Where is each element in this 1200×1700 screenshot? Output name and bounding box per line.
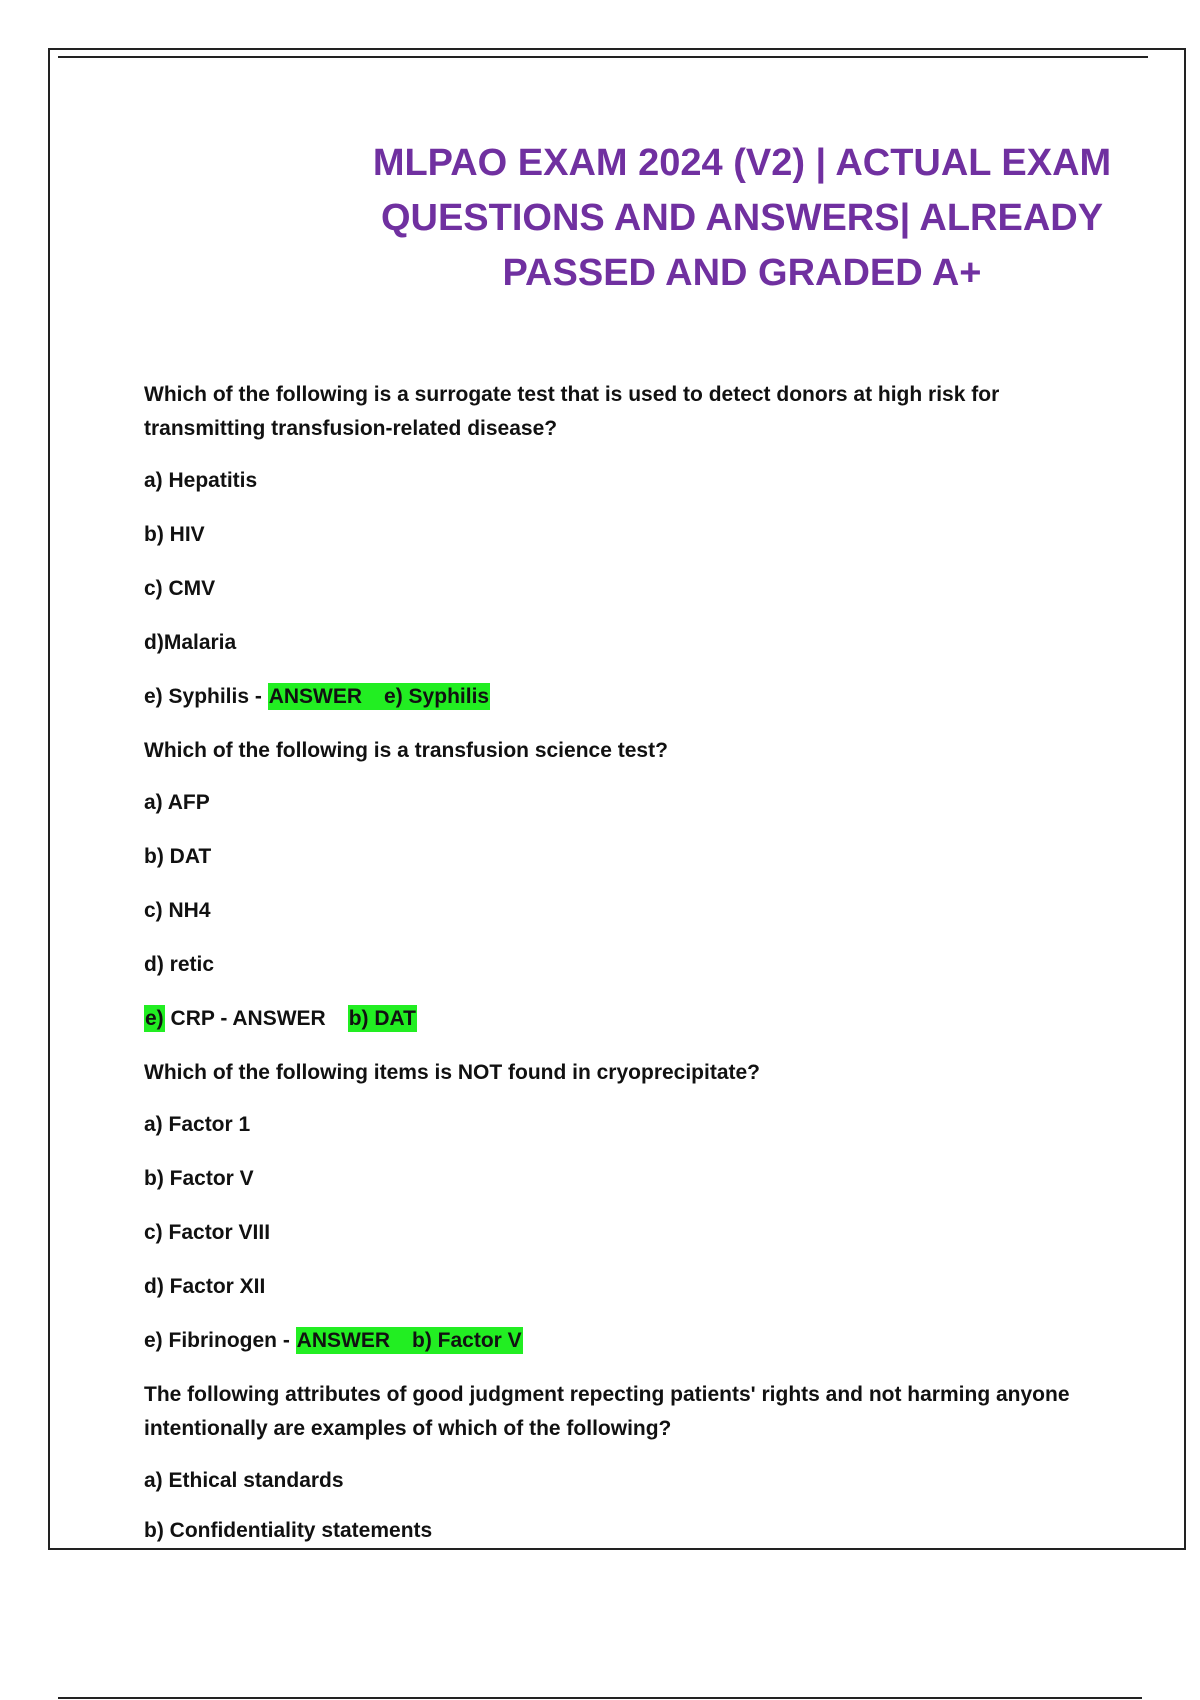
option: a) Factor 1 [144,1113,251,1136]
option: c) NH4 [144,899,211,922]
option: b) Confidentiality statements [144,1519,433,1542]
answer-highlight: ANSWER e) Syphilis [268,685,490,708]
title-line-2: QUESTIONS AND ANSWERS| ALREADY [380,197,1104,239]
answer-line: e) Fibrinogen - ANSWER b) Factor V [144,1329,522,1352]
option: d) retic [144,953,215,976]
question-block [144,1056,1154,1378]
question-text: Which of the following items is NOT found in cryoprecipitate? [144,1061,761,1084]
option: d)Malaria [144,631,237,654]
question-text: Which of the following is a transfusion science test? [144,739,668,762]
title-line-1: MLPAO EXAM 2024 (V2) | ACTUAL EXAM [372,142,1112,184]
option-prefix-highlight: e) [145,1007,164,1030]
option: b) DAT [144,845,212,868]
option: b) HIV [144,523,205,546]
top-rule [58,56,1148,58]
question-text: Which of the following is a surrogate test that is used to detect donors at high risk for transmitting transfusion-related disease? [144,383,1000,440]
page-frame [48,48,1186,1550]
questions-list [144,378,1154,1548]
option: b) Factor V [144,1167,254,1190]
option: a) AFP [144,791,210,814]
answer-highlight: ANSWER b) Factor V [296,1329,522,1352]
option: a) Hepatitis [144,469,258,492]
title-line-3: PASSED AND GRADED A+ [502,252,982,294]
option: c) CMV [144,577,216,600]
answer-highlight: b) DAT [348,1007,416,1030]
question-block [144,734,1154,1056]
question-block [144,1378,1154,1548]
option: a) Ethical standards [144,1469,344,1492]
answer-line: e) Syphilis - ANSWER e) Syphilis [144,685,490,708]
option: d) Factor XII [144,1275,266,1298]
bottom-rule [58,1697,1142,1699]
document-title [312,136,1172,301]
question-text: The following attributes of good judgment repecting patients' rights and not harming anyone intentionally are examples of which of the following? [144,1383,1070,1440]
question-block [144,378,1154,734]
answer-line: e) CRP - ANSWER b) DAT [145,1007,416,1030]
option: c) Factor VIII [144,1221,271,1244]
